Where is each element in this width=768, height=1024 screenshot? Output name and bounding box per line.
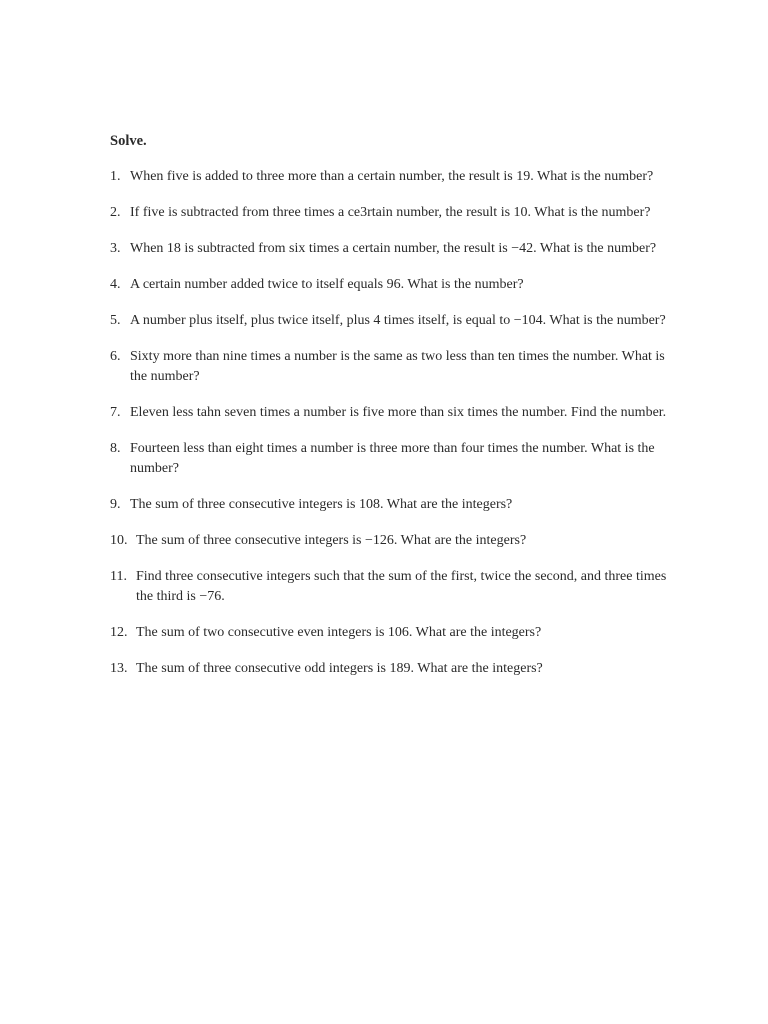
problem-item: [110, 531, 670, 551]
problem-number: 1.: [110, 169, 121, 184]
problem-text: Fourteen less than eight times a number is three more than four times the number. What is the number?: [130, 441, 655, 476]
problem-text: Sixty more than nine times a number is the same as two less than ten times the number. What is the number?: [130, 349, 665, 384]
problem-text: The sum of two consecutive even integers is 106. What are the integers?: [136, 625, 542, 640]
problem-list: [110, 167, 670, 679]
problem-text: If five is subtracted from three times a ce3rtain number, the result is 10. What is the number?: [130, 205, 651, 220]
problem-number: 4.: [110, 277, 121, 292]
problem-item: [110, 239, 670, 259]
problem-item: [110, 567, 670, 607]
problem-text: Find three consecutive integers such that the sum of the first, twice the second, and three times the third is −76.: [136, 569, 667, 604]
problem-item: [110, 167, 670, 187]
problem-item: [110, 311, 670, 331]
problem-item: [110, 495, 670, 515]
problem-number: 2.: [110, 205, 121, 220]
problem-text: Eleven less tahn seven times a number is five more than six times the number. Find the number.: [130, 405, 667, 420]
problem-number: 10.: [110, 533, 128, 548]
problem-number: 6.: [110, 349, 121, 364]
problem-item: [110, 275, 670, 295]
worksheet-heading: Solve.: [110, 133, 147, 149]
problem-text: The sum of three consecutive integers is −126. What are the integers?: [136, 533, 527, 548]
problem-number: 7.: [110, 405, 121, 420]
problem-number: 3.: [110, 241, 121, 256]
problem-text: The sum of three consecutive odd integers is 189. What are the integers?: [136, 661, 543, 676]
problem-item: [110, 623, 670, 643]
problem-item: [110, 203, 670, 223]
worksheet-page: [110, 131, 670, 695]
problem-text: When 18 is subtracted from six times a certain number, the result is −42. What is the number?: [130, 241, 657, 256]
problem-number: 11.: [110, 569, 127, 584]
problem-text: A certain number added twice to itself equals 96. What is the number?: [130, 277, 524, 292]
problem-text: The sum of three consecutive integers is 108. What are the integers?: [130, 497, 513, 512]
problem-number: 12.: [110, 625, 128, 640]
problem-text: A number plus itself, plus twice itself, plus 4 times itself, is equal to −104. What is the number?: [130, 313, 666, 328]
problem-item: [110, 403, 670, 423]
problem-number: 13.: [110, 661, 128, 676]
problem-number: 5.: [110, 313, 121, 328]
problem-number: 8.: [110, 441, 121, 456]
problem-text: When five is added to three more than a certain number, the result is 19. What is the number?: [130, 169, 654, 184]
problem-number: 9.: [110, 497, 121, 512]
problem-item: [110, 347, 670, 387]
problem-item: [110, 659, 670, 679]
problem-item: [110, 439, 670, 479]
